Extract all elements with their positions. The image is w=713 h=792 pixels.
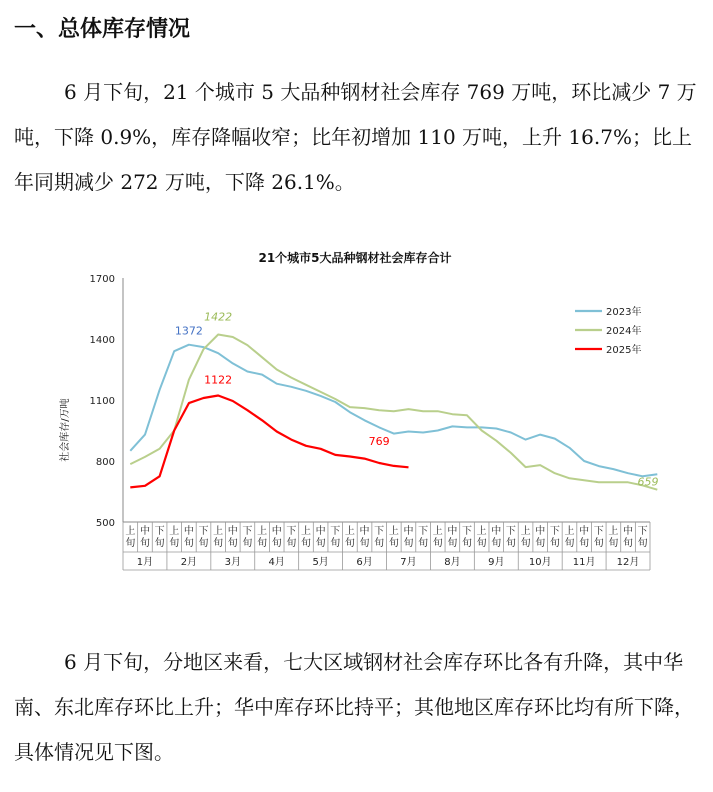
x-tick-label: 中: [315, 526, 326, 537]
month-label: 9月: [488, 557, 505, 568]
month-label: 4月: [268, 557, 285, 568]
x-tick-label: 旬: [462, 538, 473, 549]
x-tick-label: 中: [183, 526, 194, 537]
x-tick-label: 旬: [535, 538, 546, 549]
summary-text: 6 月下旬，21 个城市 5 大品种钢材社会库存 769 万吨，环比减少 7 万吨，下降 0.9%，库存降幅收窄；比年初增加 110 万吨，上升 16.7%；比上年同期减少 272 万吨，下降 26.1%。: [14, 80, 697, 194]
x-tick-label: 旬: [242, 538, 253, 549]
x-tick-label: 上: [476, 526, 487, 537]
x-tick-label: 旬: [139, 538, 150, 549]
x-tick-label: 上: [432, 526, 443, 537]
y-tick-label: 800: [95, 457, 115, 468]
x-tick-label: 中: [139, 526, 150, 537]
month-label: 3月: [224, 557, 241, 568]
x-tick-label: 下: [374, 526, 385, 537]
x-tick-label: 旬: [476, 538, 487, 549]
legend-label-2025: 2025年: [606, 345, 642, 356]
x-tick-label: 下: [549, 526, 560, 537]
chart-series-lines: [130, 335, 657, 490]
chart-title: 21个城市5大品种钢材社会库存合计: [258, 251, 452, 265]
x-tick-label: 旬: [271, 538, 282, 549]
x-tick-label: 旬: [359, 538, 370, 549]
month-label: 11月: [572, 557, 596, 568]
data-label-1422: 1422: [204, 310, 233, 324]
x-tick-label: 旬: [564, 538, 575, 549]
x-tick-label: 下: [462, 526, 473, 537]
section-heading: 一、总体库存情况: [14, 17, 191, 42]
x-tick-label: 上: [344, 526, 355, 537]
summary-paragraph: [14, 70, 704, 205]
x-tick-label: 旬: [169, 538, 180, 549]
x-tick-label: 中: [447, 526, 458, 537]
data-label-1372: 1372: [174, 324, 203, 338]
month-label: 10月: [528, 557, 552, 568]
region-text: 6 月下旬，分地区来看，七大区域钢材社会库存环比各有升降，其中华南、东北库存环比上升；华中库存环比持平；其他地区库存环比均有所下降，具体情况见下图。: [14, 650, 694, 764]
y-tick-label: 500: [95, 518, 115, 529]
x-tick-label: 上: [257, 526, 268, 537]
month-label: 6月: [356, 557, 373, 568]
x-tick-label: 上: [213, 526, 224, 537]
region-paragraph: [14, 640, 704, 775]
x-tick-label: 旬: [432, 538, 443, 549]
legend-label-2023: 2023年: [606, 307, 642, 318]
x-tick-label: 上: [388, 526, 399, 537]
y-tick-label: 1100: [89, 396, 115, 407]
x-tick-label: 旬: [125, 538, 136, 549]
x-tick-label: 旬: [505, 538, 516, 549]
x-tick-label: 旬: [344, 538, 355, 549]
month-label: 5月: [312, 557, 329, 568]
data-label-659: 659: [637, 475, 659, 489]
y-axis-label: 社会库存/万吨: [60, 398, 71, 462]
x-tick-label: 旬: [623, 538, 634, 549]
inventory-line-chart: [50, 240, 660, 580]
x-tick-label: 旬: [315, 538, 326, 549]
month-label: 7月: [400, 557, 417, 568]
x-tick-label: 旬: [257, 538, 268, 549]
x-tick-label: 下: [418, 526, 429, 537]
x-tick-label: 旬: [213, 538, 224, 549]
x-tick-label: 旬: [608, 538, 619, 549]
x-tick-label: 下: [154, 526, 165, 537]
x-tick-label: 旬: [637, 538, 648, 549]
x-tick-label: 旬: [330, 538, 341, 549]
x-tick-label: 旬: [300, 538, 311, 549]
x-tick-label: 旬: [183, 538, 194, 549]
x-tick-label: 旬: [447, 538, 458, 549]
month-label: 1月: [136, 557, 154, 568]
x-tick-label: 旬: [286, 538, 297, 549]
x-tick-label: 下: [505, 526, 516, 537]
x-tick-label: 中: [271, 526, 282, 537]
x-tick-label: 下: [637, 526, 648, 537]
data-label-1122: 1122: [204, 373, 233, 387]
x-tick-label: 中: [535, 526, 546, 537]
x-tick-label: 旬: [198, 538, 209, 549]
x-tick-label: 中: [227, 526, 238, 537]
x-tick-label: 旬: [520, 538, 531, 549]
x-tick-label: 旬: [154, 538, 165, 549]
x-tick-label: 上: [564, 526, 575, 537]
month-label: 8月: [444, 557, 461, 568]
x-tick-label: 上: [169, 526, 180, 537]
x-tick-label: 旬: [374, 538, 385, 549]
x-tick-label: 旬: [418, 538, 429, 549]
x-tick-label: 下: [242, 526, 253, 537]
x-tick-label: 旬: [549, 538, 560, 549]
x-tick-label: 中: [623, 526, 634, 537]
x-tick-label: 下: [286, 526, 297, 537]
x-tick-label: 中: [491, 526, 502, 537]
x-tick-label: 上: [125, 526, 136, 537]
x-tick-label: 旬: [593, 538, 604, 549]
x-tick-label: 旬: [227, 538, 238, 549]
x-tick-label: 下: [330, 526, 341, 537]
x-tick-label: 中: [359, 526, 370, 537]
x-tick-label: 中: [403, 526, 414, 537]
x-tick-label: 下: [593, 526, 604, 537]
x-tick-label: 下: [198, 526, 209, 537]
x-tick-label: 上: [608, 526, 619, 537]
x-tick-label: 旬: [403, 538, 414, 549]
x-tick-label: 上: [520, 526, 531, 537]
x-tick-label: 旬: [491, 538, 502, 549]
month-label: 2月: [180, 557, 198, 568]
data-label-769: 769: [368, 435, 390, 449]
x-tick-label: 中: [579, 526, 590, 537]
y-tick-label: 1400: [89, 335, 115, 346]
chart-legend: [575, 305, 641, 356]
month-label: 12月: [616, 557, 640, 568]
y-tick-label: 1700: [89, 274, 115, 285]
x-tick-label: 旬: [579, 538, 590, 549]
x-tick-label: 上: [300, 526, 311, 537]
legend-label-2024: 2024年: [606, 326, 642, 337]
x-tick-label: 旬: [388, 538, 399, 549]
